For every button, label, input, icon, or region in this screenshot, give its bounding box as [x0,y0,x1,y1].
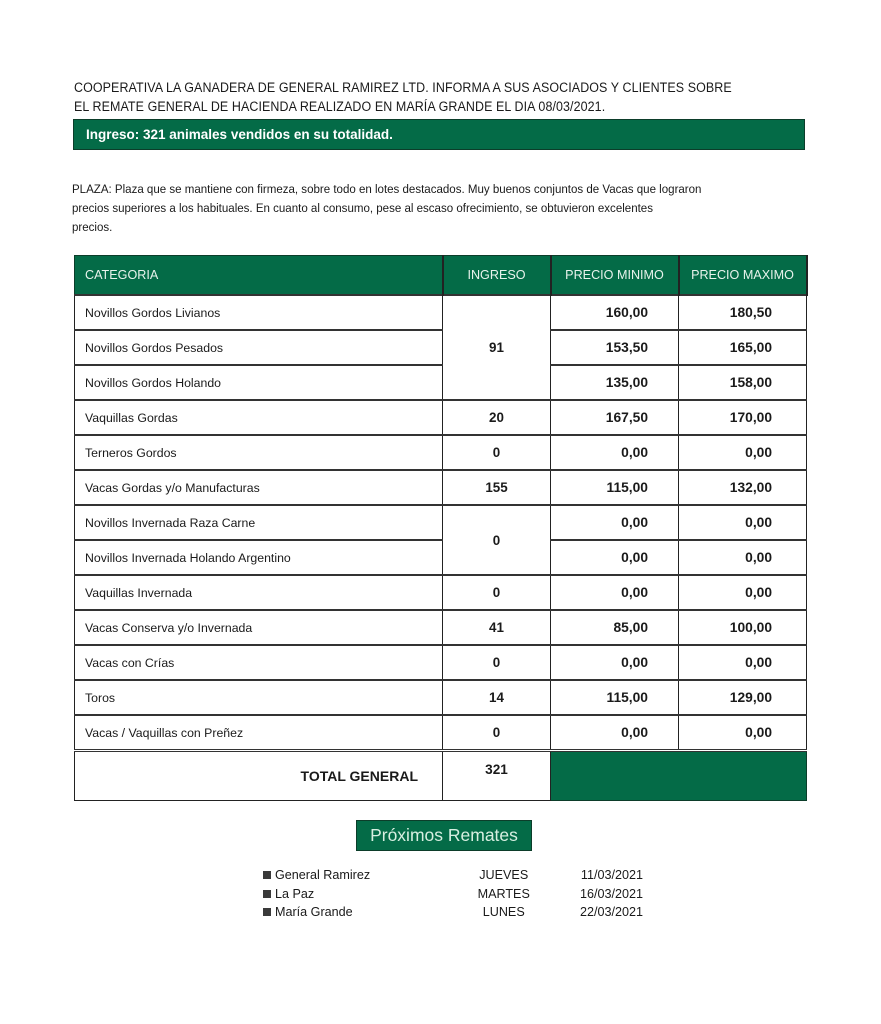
remate-place: María Grande [274,905,353,920]
table-row [75,575,807,610]
table-row [75,400,807,435]
table-row [75,470,807,505]
ingreso-cell: 41 [443,610,551,645]
ingreso-cell: 0 [443,505,551,575]
precio-minimo-cell: 0,00 [551,645,679,680]
precio-maximo-cell: 0,00 [679,540,807,575]
precio-maximo-cell: 180,50 [679,295,807,330]
ingreso-cell: 0 [443,435,551,470]
header-categoria: CATEGORIA [75,256,443,296]
ingreso-cell: 20 [443,400,551,435]
categoria-cell: Toros [75,680,443,715]
precio-minimo-cell: 0,00 [551,715,679,751]
table-row [75,295,807,330]
ingreso-cell: 14 [443,680,551,715]
square-bullet-icon [263,871,271,879]
plaza-line-3: precios. [72,220,113,234]
ingreso-cell: 0 [443,715,551,751]
categoria-cell: Vaquillas Gordas [75,400,443,435]
remate-day: LUNES [482,905,525,920]
remate-date: 22/03/2021 [579,905,643,920]
categoria-cell: Vacas Conserva y/o Invernada [75,610,443,645]
categoria-cell: Novillos Gordos Holando [75,365,443,400]
remate-day: MARTES [477,886,530,901]
remate-place: La Paz [274,886,315,901]
table-row [75,435,807,470]
total-label: TOTAL GENERAL [75,751,443,801]
total-value: 321 [443,751,551,801]
categoria-cell: Novillos Invernada Raza Carne [75,505,443,540]
categoria-cell: Novillos Invernada Holando Argentino [75,540,443,575]
list-item [263,903,643,922]
precio-maximo-cell: 132,00 [679,470,807,505]
ingreso-cell: 0 [443,645,551,680]
precio-minimo-cell: 135,00 [551,365,679,400]
precio-maximo-cell: 170,00 [679,400,807,435]
table-row [75,505,807,540]
categoria-cell: Terneros Gordos [75,435,443,470]
ingreso-banner: Ingreso: 321 animales vendidos en su totalidad. [73,119,805,150]
plaza-line-2: precios superiores a los habituales. En cuanto al consumo, pese al escaso ofrecimiento, se obtuvieron excelentes [72,201,653,215]
precio-minimo-cell: 115,00 [551,680,679,715]
precio-maximo-cell: 158,00 [679,365,807,400]
ingreso-cell: 91 [443,295,551,400]
ingreso-cell: 0 [443,575,551,610]
precio-minimo-cell: 115,00 [551,470,679,505]
total-row [75,751,807,801]
precio-minimo-cell: 0,00 [551,540,679,575]
remate-day: JUEVES [479,868,529,883]
precio-maximo-cell: 0,00 [679,575,807,610]
prices-table [74,255,808,801]
precio-minimo-cell: 160,00 [551,295,679,330]
square-bullet-icon [263,908,271,916]
precio-maximo-cell: 0,00 [679,645,807,680]
precio-maximo-cell: 0,00 [679,505,807,540]
heading-line-2: EL REMATE GENERAL DE HACIENDA REALIZADO EN MARÍA GRANDE EL DIA 08/03/2021. [74,99,606,114]
precio-maximo-cell: 165,00 [679,330,807,365]
precio-maximo-cell: 100,00 [679,610,807,645]
proximos-remates-list [263,866,643,922]
categoria-cell: Vacas / Vaquillas con Preñez [75,715,443,751]
header-precio-minimo: PRECIO MINIMO [551,256,679,296]
plaza-line-1: PLAZA: Plaza que se mantiene con firmeza, sobre todo en lotes destacados. Muy buenos conjuntos de Vacas que lograron [72,182,702,196]
precio-maximo-cell: 129,00 [679,680,807,715]
precio-minimo-cell: 153,50 [551,330,679,365]
header-precio-maximo: PRECIO MAXIMO [679,256,807,296]
precio-minimo-cell: 85,00 [551,610,679,645]
list-item [263,885,643,904]
table-row [75,645,807,680]
remate-date: 11/03/2021 [580,868,643,883]
square-bullet-icon [263,890,271,898]
categoria-cell: Vaquillas Invernada [75,575,443,610]
total-fill-block [551,751,807,801]
proximos-remates-title: Próximos Remates [356,820,532,851]
table-row [75,330,807,365]
remate-place: General Ramirez [274,868,371,883]
categoria-cell: Novillos Gordos Pesados [75,330,443,365]
table-row [75,365,807,400]
precio-minimo-cell: 167,50 [551,400,679,435]
ingreso-cell: 155 [443,470,551,505]
table-row [75,610,807,645]
table-row [75,680,807,715]
precio-minimo-cell: 0,00 [551,575,679,610]
categoria-cell: Vacas Gordas y/o Manufacturas [75,470,443,505]
heading-line-1: COOPERATIVA LA GANADERA DE GENERAL RAMIREZ LTD. INFORMA A SUS ASOCIADOS Y CLIENTES SOBRE [74,80,732,95]
precio-maximo-cell: 0,00 [679,715,807,751]
plaza-summary [72,180,807,237]
precio-minimo-cell: 0,00 [551,435,679,470]
categoria-cell: Novillos Gordos Livianos [75,295,443,330]
precio-minimo-cell: 0,00 [551,505,679,540]
list-item [263,866,643,885]
table-header-row [75,256,807,296]
report-heading [74,78,818,116]
precio-maximo-cell: 0,00 [679,435,807,470]
remate-date: 16/03/2021 [579,886,643,901]
categoria-cell: Vacas con Crías [75,645,443,680]
header-ingreso: INGRESO [443,256,551,296]
table-row [75,540,807,575]
table-row [75,715,807,751]
